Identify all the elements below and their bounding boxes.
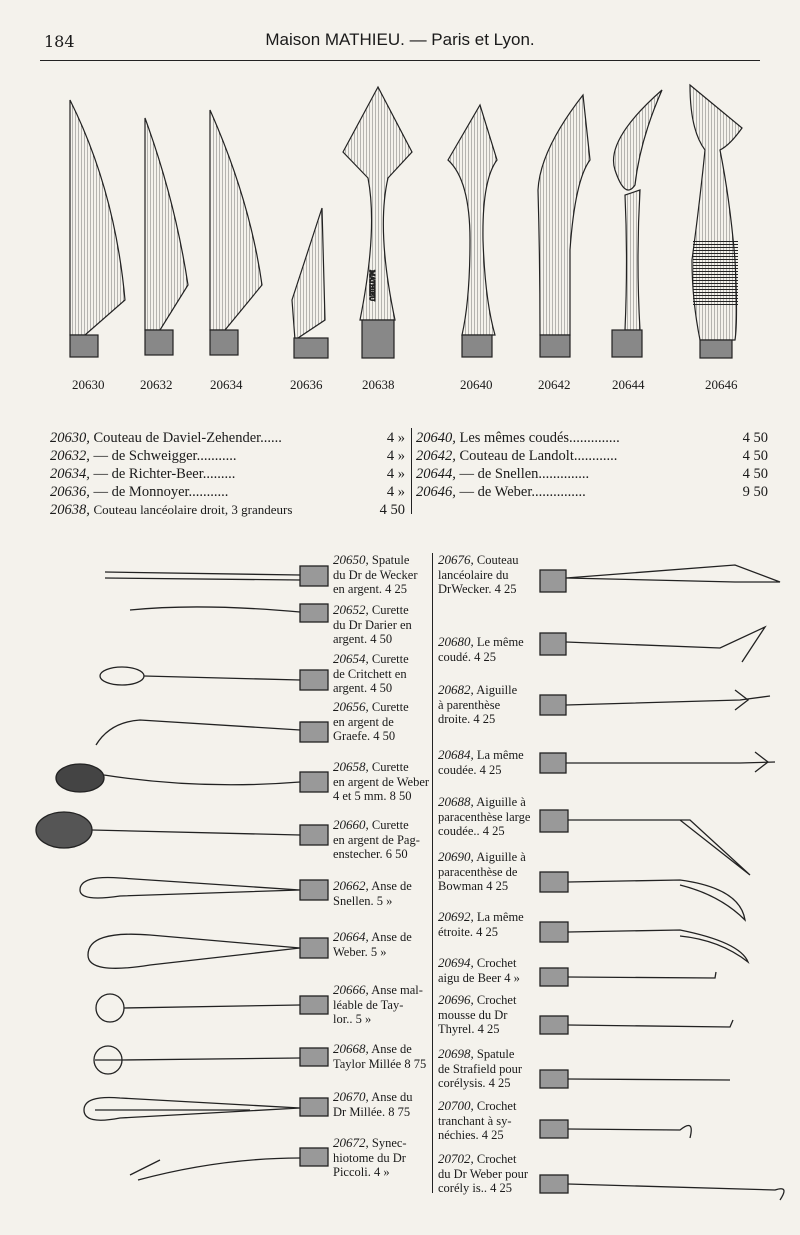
caption-ref: 20672, <box>333 1135 369 1150</box>
instrument-20652 <box>130 604 328 622</box>
caption-line: en argent de Weber <box>333 774 430 789</box>
caption-line: droite. 4 25 <box>438 712 496 726</box>
caption-line: aigu de Beer 4 » <box>438 970 520 985</box>
instrument-20680 <box>540 627 765 662</box>
caption-line: tranchant à sy- <box>438 1113 512 1128</box>
caption-line: Crochet <box>476 1152 517 1166</box>
blade-number-20630: 20630 <box>72 377 105 392</box>
caption-20700 <box>438 1099 538 1143</box>
caption-ref: 20684, <box>438 747 474 762</box>
captions-divider <box>432 553 433 1193</box>
caption-20682 <box>438 683 538 727</box>
caption-20662 <box>333 879 430 908</box>
caption-line: Anse de <box>371 1042 412 1056</box>
caption-line: Curette <box>371 603 409 617</box>
instrument-20698 <box>540 1070 730 1088</box>
instrument-20692 <box>540 922 748 962</box>
blade-number-20642: 20642 <box>538 377 571 392</box>
list-item <box>50 502 405 520</box>
caption-20654 <box>333 652 430 696</box>
instrument-20666 <box>96 994 328 1022</box>
caption-line: Curette <box>371 700 409 714</box>
caption-ref: 20688, <box>438 794 474 809</box>
caption-line: léable de Tay- <box>333 997 404 1012</box>
caption-20690 <box>438 850 538 894</box>
caption-20692 <box>438 910 538 939</box>
instrument-20684 <box>540 752 775 773</box>
item-name: Couteau lancéolaire droit, 3 grandeurs <box>93 502 293 517</box>
caption-ref: 20664, <box>333 929 369 944</box>
caption-line: corélysis. 4 25 <box>438 1076 511 1090</box>
list-divider <box>411 428 412 514</box>
instrument-20650 <box>105 566 328 586</box>
list-item <box>50 448 405 466</box>
list-item <box>50 484 405 502</box>
caption-line: Anse de <box>371 879 412 893</box>
caption-ref: 20696, <box>438 992 474 1007</box>
caption-ref: 20670, <box>333 1089 369 1104</box>
caption-line: Bowman 4 25 <box>438 879 509 893</box>
page-header-title: Maison MATHIEU. — Paris et Lyon. <box>265 30 535 49</box>
caption-ref: 20692, <box>438 909 474 924</box>
caption-ref: 20658, <box>333 759 369 774</box>
caption-ref: 20702, <box>438 1151 474 1166</box>
blade-number-20638: 20638 <box>362 377 395 392</box>
caption-line: de Strafield pour <box>438 1061 523 1076</box>
caption-line: du Dr Weber pour <box>438 1166 529 1181</box>
caption-20658 <box>333 760 430 804</box>
caption-line: coudée.. 4 25 <box>438 824 505 838</box>
blade-20646 <box>690 85 742 358</box>
blade-illustrations <box>0 0 800 375</box>
caption-ref: 20662, <box>333 878 369 893</box>
item-name: — de Snellen.............. <box>459 466 590 482</box>
item-name: Couteau de Daviel-Zehender...... <box>93 430 282 446</box>
caption-line: Anse de <box>371 930 412 944</box>
instrument-20654 <box>100 667 328 690</box>
caption-ref: 20690, <box>438 849 474 864</box>
caption-line: Anse mal- <box>371 983 423 997</box>
blade-20636 <box>292 208 328 358</box>
caption-ref: 20676, <box>438 552 474 567</box>
caption-20698 <box>438 1047 538 1091</box>
caption-ref: 20682, <box>438 682 474 697</box>
caption-20688 <box>438 795 538 839</box>
blade-20630 <box>70 100 125 357</box>
item-price: 4 » <box>386 448 405 464</box>
caption-line: Couteau <box>476 553 519 567</box>
caption-line: 4 et 5 mm. 8 50 <box>333 789 412 803</box>
caption-line: coudée. 4 25 <box>438 762 502 777</box>
list-item <box>416 466 768 484</box>
knife-list-right <box>416 430 768 502</box>
instrument-20672 <box>130 1148 328 1180</box>
caption-ref: 20680, <box>438 634 474 649</box>
item-name: Couteau de Landolt............ <box>459 448 618 464</box>
item-price: 4 » <box>386 484 405 500</box>
instrument-20656 <box>96 720 328 745</box>
list-item <box>50 466 405 484</box>
caption-line: Synec- <box>371 1136 407 1150</box>
caption-line: hiotome du Dr <box>333 1150 406 1165</box>
caption-line: Taylor Millée 8 75 <box>333 1056 427 1071</box>
instrument-20676 <box>540 565 780 592</box>
blade-20632 <box>145 118 188 355</box>
caption-line: Le même <box>476 635 524 649</box>
caption-line: mousse du Dr <box>438 1007 508 1022</box>
caption-line: Piccoli. 4 » <box>333 1165 390 1179</box>
caption-line: La même <box>476 910 524 924</box>
caption-20694 <box>438 956 538 985</box>
caption-20670 <box>333 1090 430 1119</box>
item-name: — de Richter-Beer......... <box>93 466 236 482</box>
caption-line: Aiguille à <box>476 795 526 809</box>
blade-number-20636: 20636 <box>290 377 323 392</box>
caption-ref: 20668, <box>333 1041 369 1056</box>
caption-line: Thyrel. 4 25 <box>438 1022 500 1036</box>
caption-line: enstecher. 6 50 <box>333 847 408 861</box>
item-price: 4 50 <box>379 502 405 518</box>
instrument-20694 <box>540 968 716 986</box>
caption-line: Spatule <box>371 553 410 567</box>
caption-20696 <box>438 993 538 1037</box>
instrument-20660 <box>36 812 328 848</box>
caption-line: paracenthèse large <box>438 809 531 824</box>
blade-number-20632: 20632 <box>140 377 173 392</box>
caption-line: à parenthèse <box>438 697 501 712</box>
caption-ref: 20694, <box>438 955 474 970</box>
caption-20660 <box>333 818 430 862</box>
caption-line: Curette <box>371 818 409 832</box>
caption-line: coudé. 4 25 <box>438 649 496 664</box>
item-ref: 20646, <box>416 484 456 500</box>
instrument-20662 <box>80 878 328 901</box>
item-ref: 20632, <box>50 448 90 464</box>
item-name: — de Monnoyer........... <box>93 484 229 500</box>
caption-line: Aiguille <box>476 683 518 697</box>
caption-20680 <box>438 635 538 664</box>
caption-ref: 20700, <box>438 1098 474 1113</box>
caption-line: en argent de <box>333 714 394 729</box>
item-ref: 20636, <box>50 484 90 500</box>
item-price: 4 50 <box>742 430 768 446</box>
caption-line: lancéolaire du <box>438 567 509 582</box>
item-ref: 20642, <box>416 448 456 464</box>
instrument-20670 <box>84 1098 328 1121</box>
caption-20702 <box>438 1152 538 1196</box>
blade-number-20634: 20634 <box>210 377 243 392</box>
blade-20642 <box>538 95 590 357</box>
instrument-20682 <box>540 690 770 715</box>
item-ref: 20630, <box>50 430 90 446</box>
blade-number-20640: 20640 <box>460 377 493 392</box>
instrument-20658 <box>56 764 328 792</box>
caption-line: argent. 4 50 <box>333 632 393 646</box>
caption-line: Crochet <box>476 1099 517 1113</box>
caption-20684 <box>438 748 538 777</box>
list-item <box>416 448 768 466</box>
instrument-20700 <box>540 1120 691 1138</box>
instrument-20702 <box>540 1175 784 1200</box>
item-price: 9 50 <box>742 484 768 500</box>
instrument-20664 <box>88 934 328 968</box>
caption-line: argent. 4 50 <box>333 681 393 695</box>
caption-line: Snellen. 5 » <box>333 893 393 908</box>
caption-ref: 20650, <box>333 552 369 567</box>
caption-ref: 20660, <box>333 817 369 832</box>
caption-line: Weber. 5 » <box>333 944 387 959</box>
caption-line: Anse du <box>371 1090 413 1104</box>
caption-line: DrWecker. 4 25 <box>438 582 517 596</box>
caption-line: Spatule <box>476 1047 515 1061</box>
caption-20652 <box>333 603 430 647</box>
caption-line: lor.. 5 » <box>333 1012 372 1026</box>
item-ref: 20640, <box>416 430 456 446</box>
item-ref: 20644, <box>416 466 456 482</box>
caption-20666 <box>333 983 430 1027</box>
caption-line: étroite. 4 25 <box>438 924 499 939</box>
page-number: 184 <box>44 32 75 51</box>
list-item <box>416 484 768 502</box>
caption-line: Curette <box>371 760 409 774</box>
item-price: 4 50 <box>742 466 768 482</box>
caption-line: La même <box>476 748 524 762</box>
caption-line: néchies. 4 25 <box>438 1128 504 1142</box>
blade-number-20646: 20646 <box>705 377 738 392</box>
caption-20676 <box>438 553 538 597</box>
caption-line: Curette <box>371 652 409 666</box>
caption-ref: 20652, <box>333 602 369 617</box>
instrument-20688 <box>540 810 750 875</box>
instrument-20696 <box>540 1016 733 1034</box>
caption-line: en argent de Pag- <box>333 832 420 847</box>
item-ref: 20638, <box>50 502 90 518</box>
item-price: 4 » <box>386 466 405 482</box>
knife-list-left <box>50 430 405 520</box>
item-name: — de Schweigger........... <box>93 448 237 464</box>
caption-ref: 20656, <box>333 699 369 714</box>
caption-ref: 20698, <box>438 1046 474 1061</box>
blade-number-20644: 20644 <box>612 377 645 392</box>
caption-line: Dr Millée. 8 75 <box>333 1104 411 1119</box>
caption-line: Aiguille à <box>476 850 526 864</box>
blade-engraving: MATHIEU <box>368 270 375 302</box>
caption-20650 <box>333 553 430 597</box>
caption-line: corély is.. 4 25 <box>438 1181 512 1195</box>
caption-20668 <box>333 1042 430 1071</box>
caption-20664 <box>333 930 430 959</box>
instrument-20668 <box>94 1046 328 1074</box>
instrument-20690 <box>540 872 745 920</box>
caption-line: du Dr Darier en <box>333 617 412 632</box>
caption-line: Graefe. 4 50 <box>333 729 396 743</box>
caption-line: paracenthèse de <box>438 864 518 879</box>
item-ref: 20634, <box>50 466 90 482</box>
blade-20634 <box>210 110 262 355</box>
blade-20640 <box>448 105 497 357</box>
caption-20672 <box>333 1136 430 1180</box>
item-name: — de Weber............... <box>459 484 586 500</box>
caption-line: Crochet <box>476 993 517 1007</box>
blade-20644 <box>612 90 662 357</box>
item-price: 4 » <box>386 430 405 446</box>
caption-20656 <box>333 700 430 744</box>
caption-line: en argent. 4 25 <box>333 582 408 596</box>
item-price: 4 50 <box>742 448 768 464</box>
caption-ref: 20654, <box>333 651 369 666</box>
caption-ref: 20666, <box>333 982 369 997</box>
item-name: Les mêmes coudés.............. <box>459 430 620 446</box>
list-item <box>416 430 768 448</box>
caption-line: Crochet <box>476 956 517 970</box>
list-item <box>50 430 405 448</box>
caption-line: du Dr de Wecker <box>333 567 418 582</box>
caption-line: de Critchett en <box>333 666 407 681</box>
blade-20638 <box>343 87 412 358</box>
